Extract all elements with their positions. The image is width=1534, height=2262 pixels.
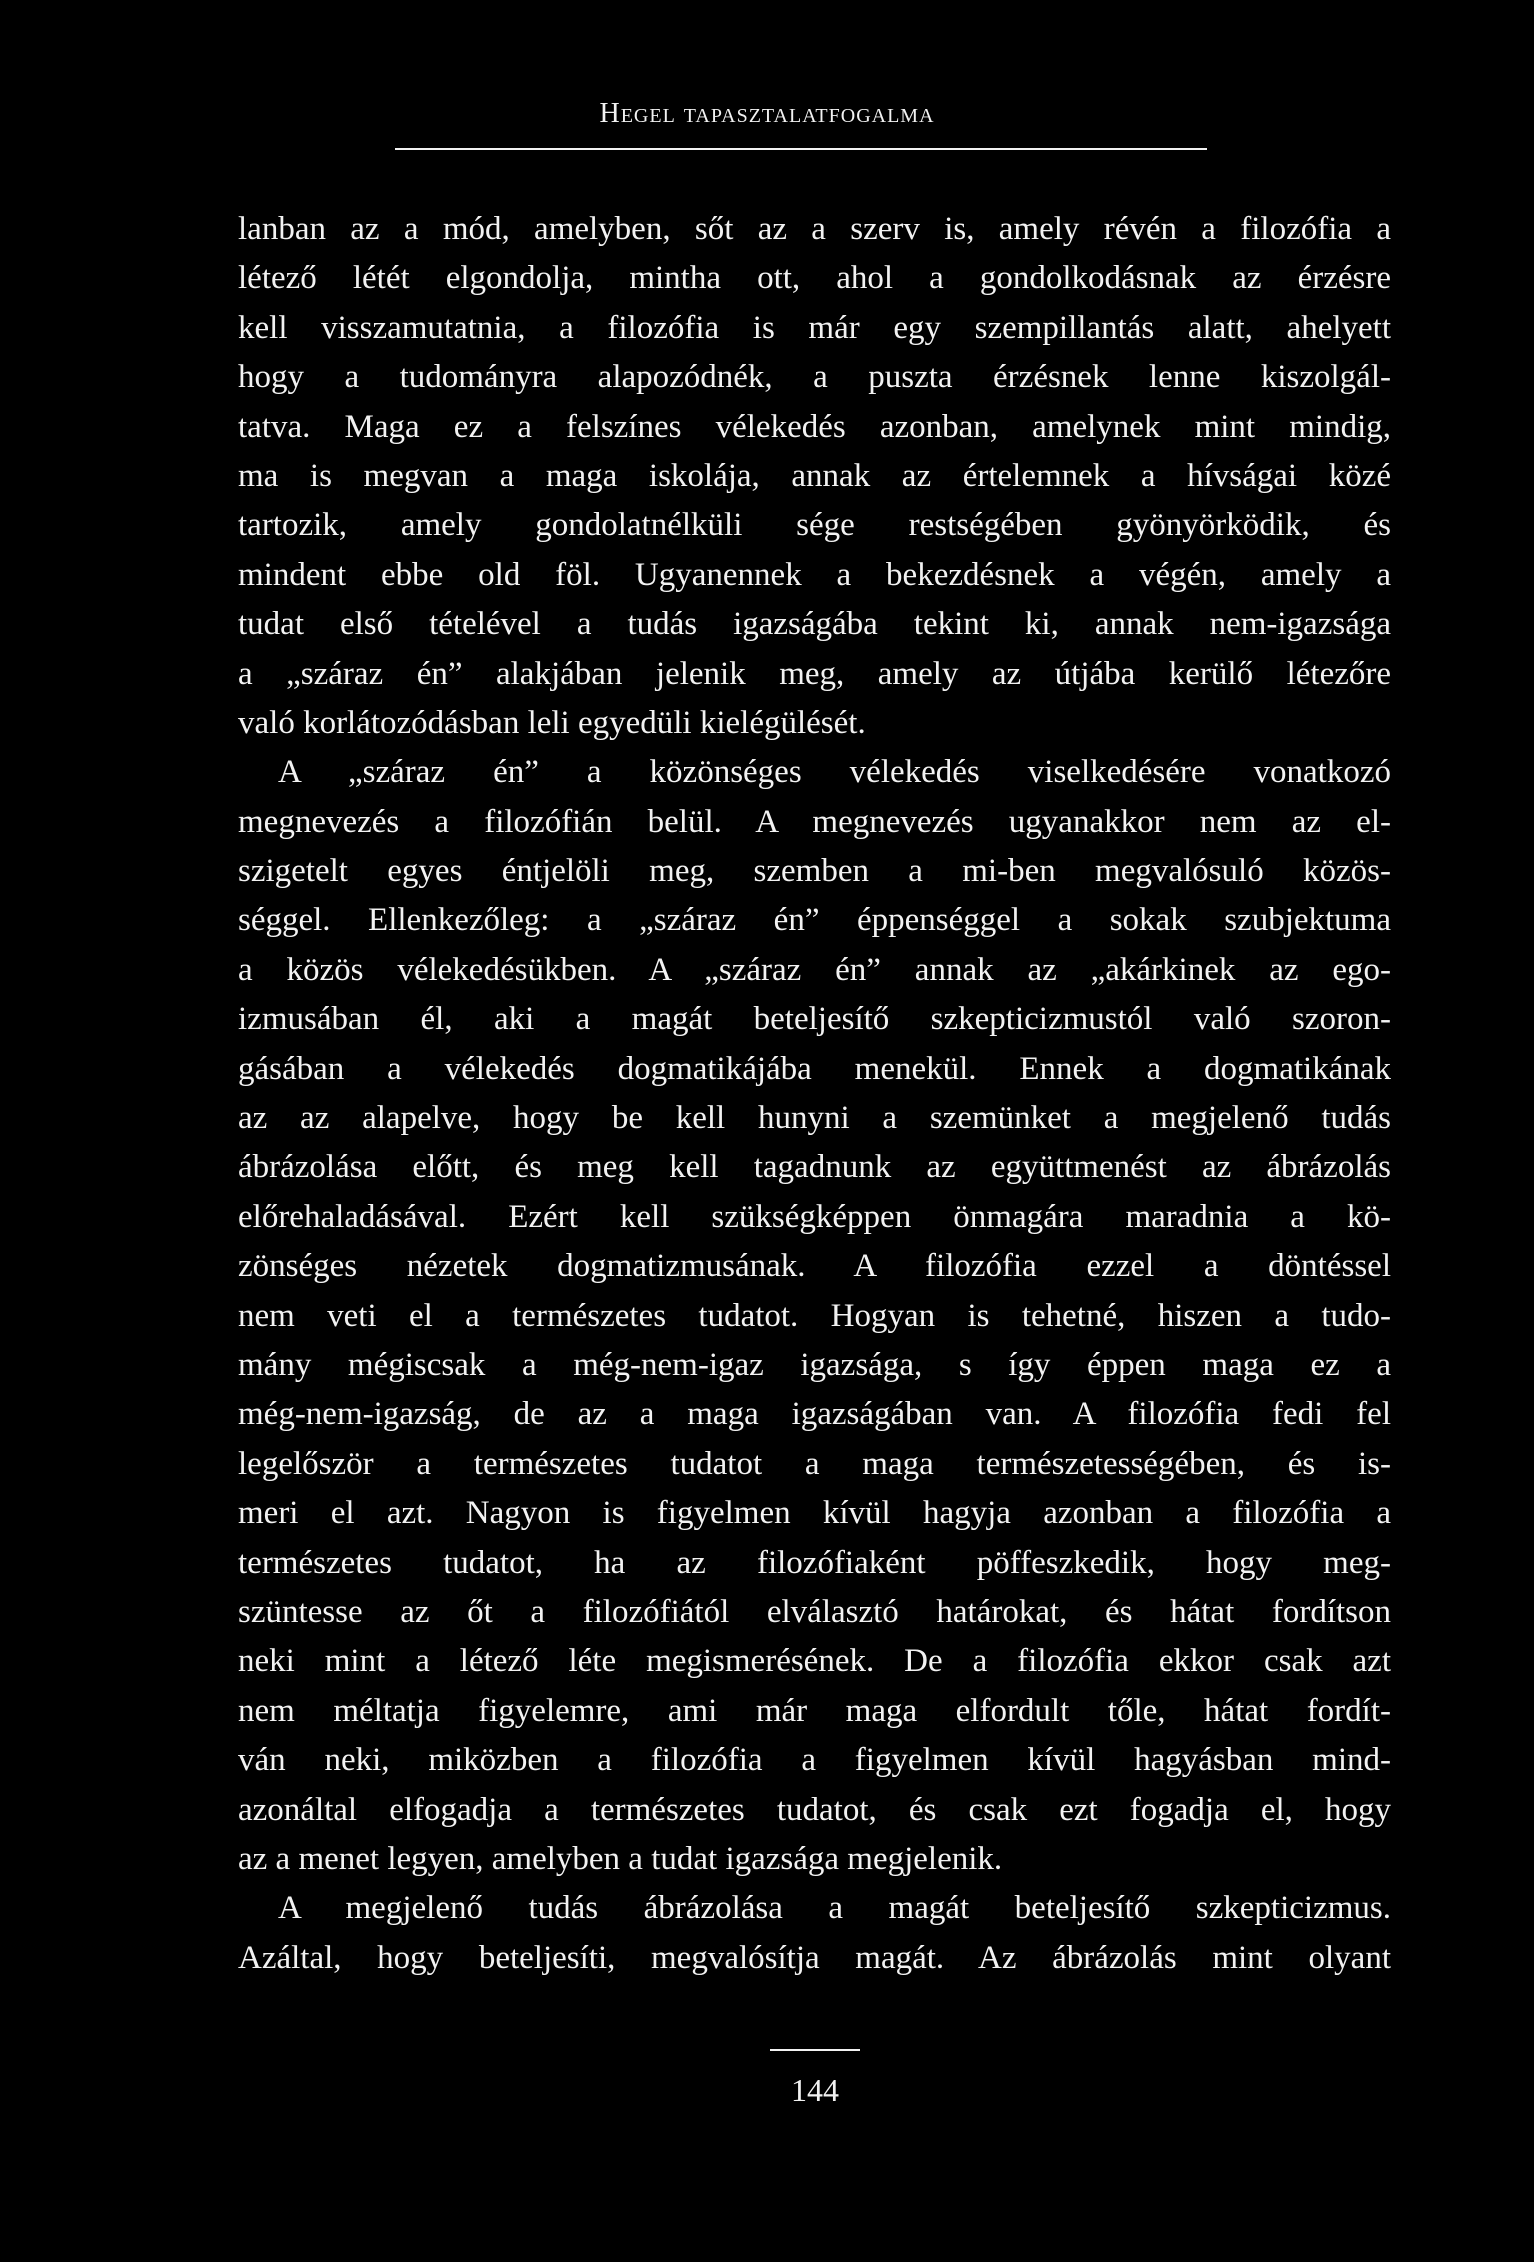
- body-text: [238, 205, 1391, 1983]
- text-line: séggel. Ellenkezőleg: a „száraz én” éppenséggel a sokak szubjektuma: [238, 902, 1391, 939]
- text-line: az a menet legyen, amelyben a tudat igazsága megjelenik.: [238, 1840, 1003, 1877]
- text-line: szüntesse az őt a filozófiától elválasztó határokat, és hátat fordítson: [238, 1593, 1391, 1630]
- footer-rule: [770, 2049, 860, 2051]
- text-line: ábrázolása előtt, és meg kell tagadnunk az együttmenést az ábrázolás: [238, 1149, 1391, 1186]
- page-number: 144: [791, 2072, 839, 2108]
- text-line: a közös vélekedésükben. A „száraz én” annak az „akárkinek az ego-: [238, 951, 1391, 988]
- text-line: az az alapelve, hogy be kell hunyni a szemünket a megjelenő tudás: [238, 1100, 1391, 1137]
- text-line: megnevezés a filozófián belül. A megnevezés ugyanakkor nem az el-: [238, 803, 1391, 840]
- text-line: tudat első tételével a tudás igazságába tekint ki, annak nem-igazsága: [238, 606, 1391, 643]
- text-line: ma is megvan a maga iskolája, annak az értelemnek a hívságai közé: [238, 457, 1391, 494]
- header-rule: [395, 148, 1207, 150]
- text-line: azonáltal elfogadja a természetes tudatot, és csak ezt fogadja el, hogy: [238, 1791, 1391, 1828]
- text-line: szigetelt egyes éntjelöli meg, szemben a mi-ben megvalósuló közös-: [238, 853, 1391, 890]
- text-line: való korlátozódásban leli egyedüli kielégülését.: [238, 704, 866, 741]
- text-line: zönséges nézetek dogmatizmusának. A filozófia ezzel a döntéssel: [238, 1248, 1391, 1285]
- text-line: neki mint a létező léte megismerésének. De a filozófia ekkor csak azt: [238, 1643, 1391, 1680]
- text-line: meri el azt. Nagyon is figyelmen kívül hagyja azonban a filozófia a: [238, 1495, 1391, 1532]
- text-line: mindent ebbe old föl. Ugyanennek a bekezdésnek a végén, amely a: [238, 556, 1391, 593]
- running-head: Hegel tapasztalatfogalma: [599, 98, 935, 129]
- text-line: legelőször a természetes tudatot a maga természetességében, és is-: [238, 1445, 1391, 1482]
- text-line: természetes tudatot, ha az filozófiaként pöffeszkedik, hogy meg-: [238, 1544, 1391, 1581]
- text-line: lanban az a mód, amelyben, sőt az a szerv is, amely révén a filozófia a: [238, 211, 1391, 247]
- text-line: hogy a tudományra alapozódnék, a puszta érzésnek lenne kiszolgál-: [238, 359, 1391, 396]
- text-line: tatva. Maga ez a felszínes vélekedés azonban, amelynek mint mindig,: [238, 408, 1391, 445]
- text-line: kell visszamutatnia, a filozófia is már egy szempillantás alatt, ahelyett: [238, 309, 1391, 346]
- text-line: a „száraz én” alakjában jelenik meg, amely az útjába kerülő létezőre: [238, 655, 1391, 692]
- text-line: még-nem-igazság, de az a maga igazságában van. A filozófia fedi fel: [238, 1396, 1391, 1433]
- text-line: gásában a vélekedés dogmatikájába menekül. Ennek a dogmatikának: [238, 1050, 1391, 1087]
- text-line: Azáltal, hogy beteljesíti, megvalósítja magát. Az ábrázolás mint olyant: [238, 1939, 1391, 1976]
- text-line: izmusában él, aki a magát beteljesítő szkepticizmustól való szoron-: [238, 1001, 1391, 1038]
- text-line: A „száraz én” a közönséges vélekedés viselkedésére vonatkozó: [278, 754, 1391, 791]
- text-line: nem méltatja figyelemre, ami már maga elfordult tőle, hátat fordít-: [238, 1692, 1391, 1729]
- text-line: A megjelenő tudás ábrázolása a magát beteljesítő szkepticizmus.: [278, 1890, 1391, 1927]
- text-line: mány mégiscsak a még-nem-igaz igazsága, s így éppen maga ez a: [238, 1346, 1391, 1383]
- text-line: nem veti el a természetes tudatot. Hogyan is tehetné, hiszen a tudo-: [238, 1297, 1391, 1334]
- text-line: tartozik, amely gondolatnélküli sége restségében gyönyörködik, és: [238, 507, 1391, 544]
- text-line: ván neki, miközben a filozófia a figyelmen kívül hagyásban mind-: [238, 1742, 1391, 1779]
- text-line: létező létét elgondolja, mintha ott, ahol a gondolkodásnak az érzésre: [238, 260, 1391, 297]
- text-line: előrehaladásával. Ezért kell szükségképpen önmagára maradnia a kö-: [238, 1198, 1391, 1235]
